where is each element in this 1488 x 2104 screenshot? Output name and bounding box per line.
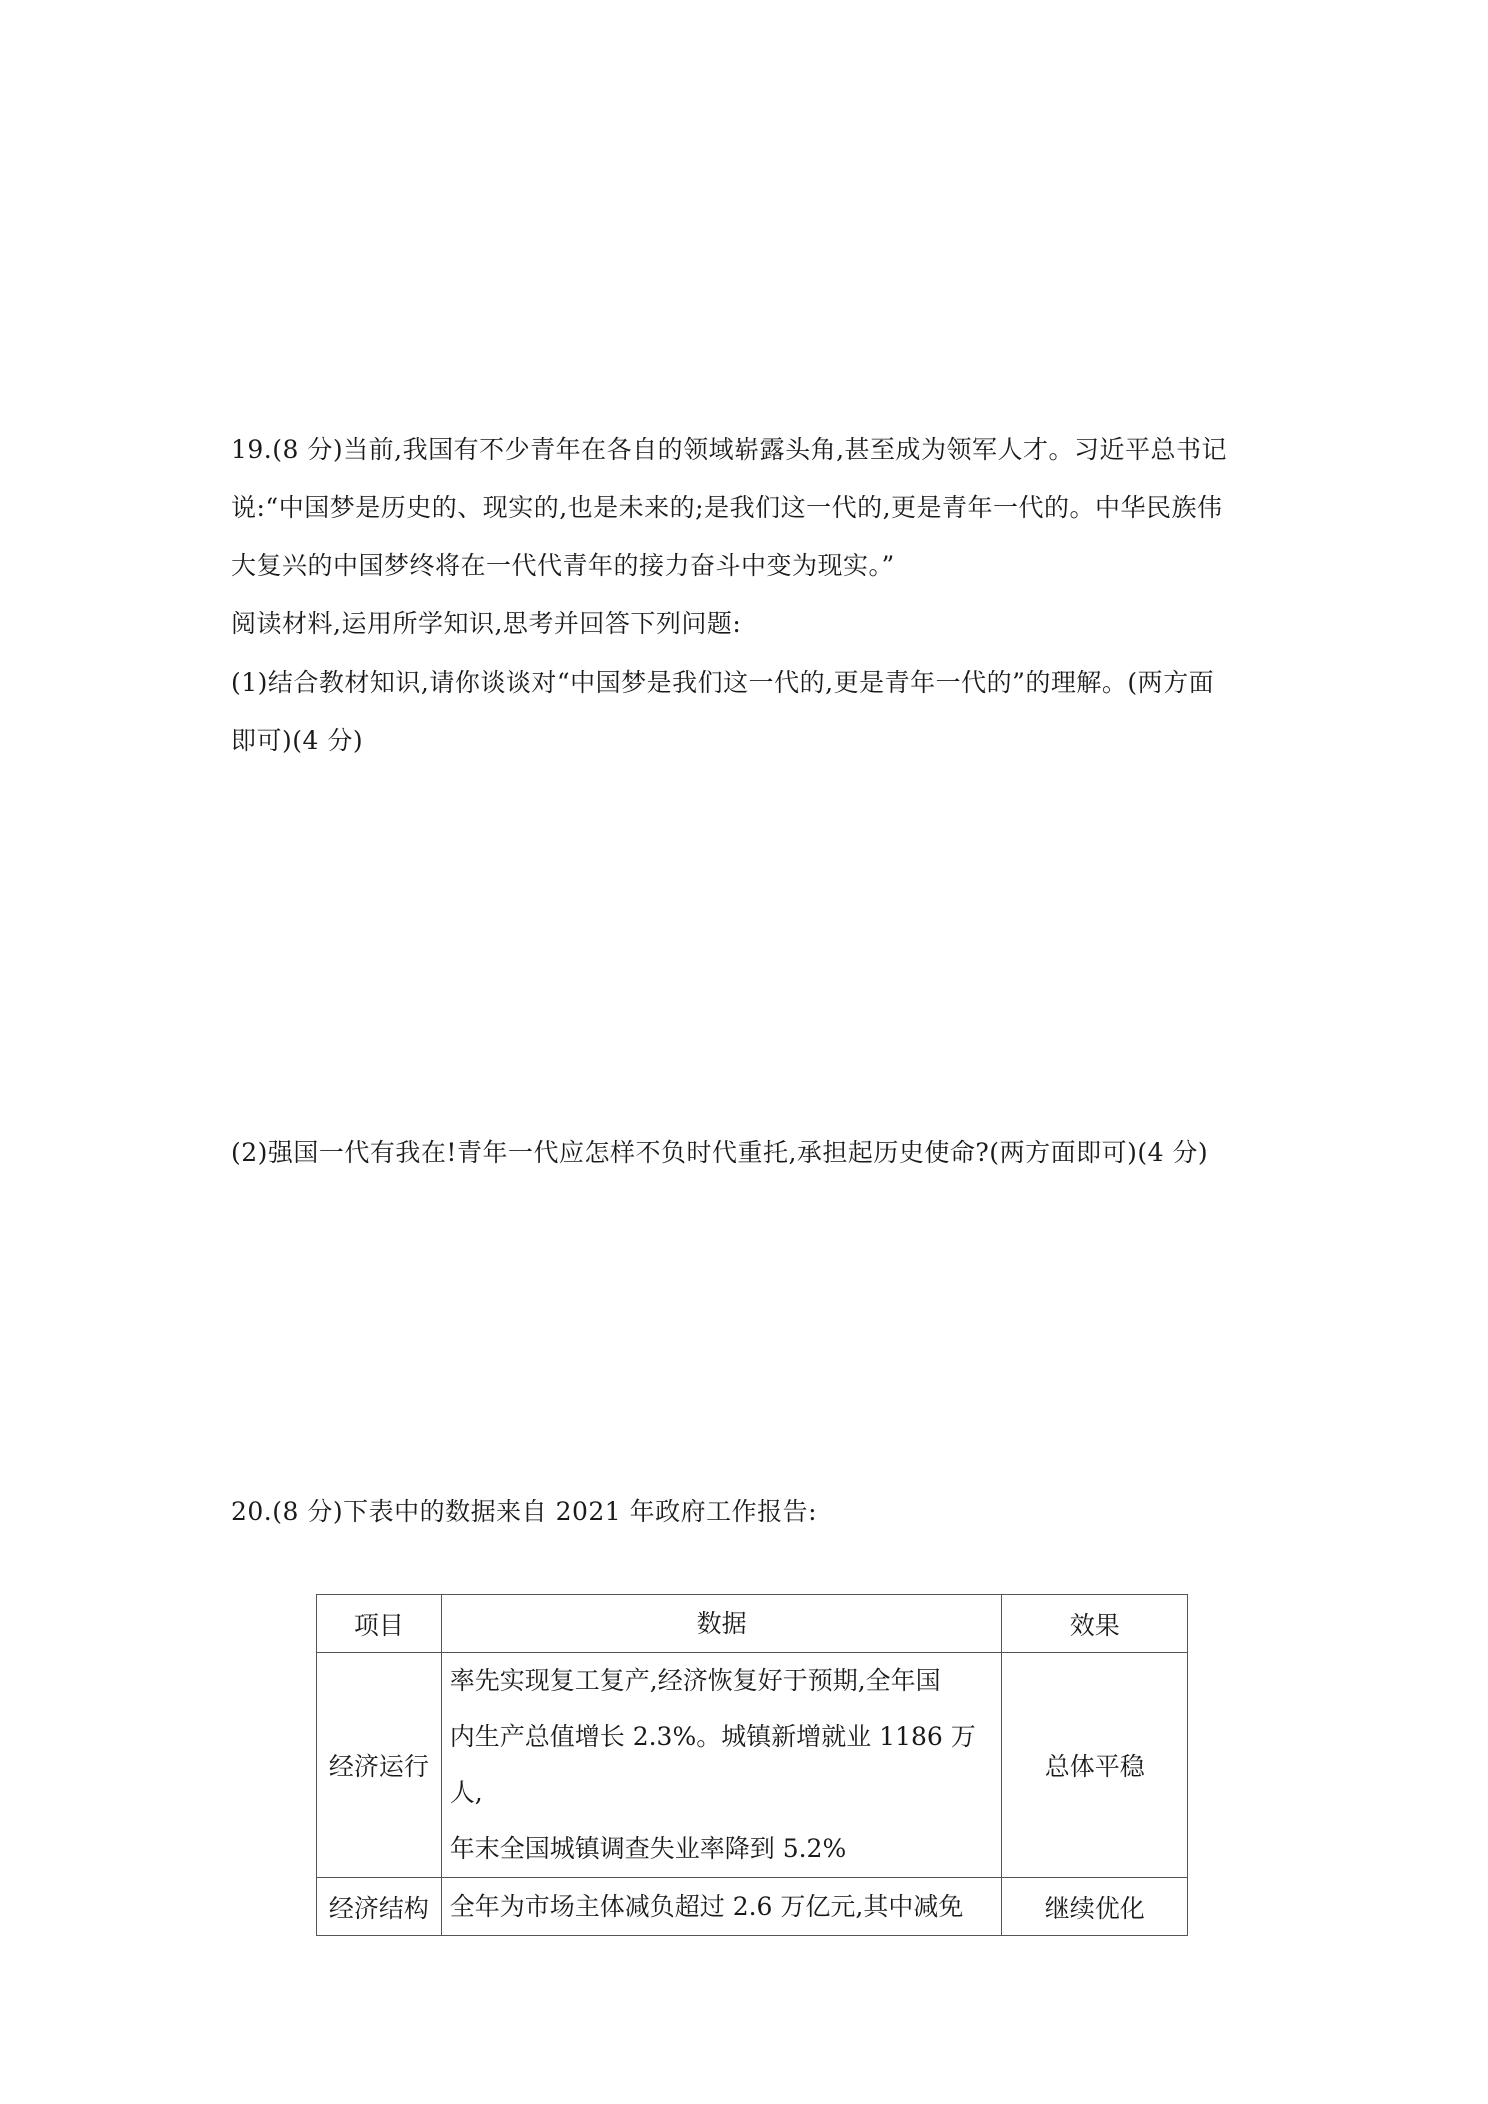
q19-line-1: 19.(8 分)当前,我国有不少青年在各自的领域崭露头角,甚至成为领军人才。习近平总书记 <box>231 435 1228 464</box>
header-data: 数据 <box>441 1595 1002 1653</box>
row-data-line: 率先实现复工复产,经济恢复好于预期,全年国 <box>449 1666 941 1695</box>
table-row <box>317 1653 1188 1878</box>
row-item: 经济结构 <box>317 1878 442 1936</box>
q19-line-4: 阅读材料,运用所学知识,思考并回答下列问题: <box>231 609 742 638</box>
q19-subquestion-1-cont: 即可)(4 分) <box>231 726 364 755</box>
table-row <box>317 1878 1188 1936</box>
q19-line-2: 说:“中国梦是历史的、现实的,也是未来的;是我们这一代的,更是青年一代的。中华民族伟 <box>231 493 1223 522</box>
row-item: 经济运行 <box>317 1653 442 1878</box>
row-effect: 总体平稳 <box>1002 1653 1188 1878</box>
table-header-row <box>317 1595 1188 1653</box>
row-data <box>441 1653 1002 1878</box>
header-item: 项目 <box>317 1595 442 1653</box>
data-table <box>316 1594 1188 1936</box>
row-effect: 继续优化 <box>1002 1878 1188 1936</box>
q19-line-3: 大复兴的中国梦终将在一代代青年的接力奋斗中变为现实。” <box>231 551 895 580</box>
row-data-line: 年末全国城镇调查失业率降到 5.2% <box>449 1834 847 1863</box>
row-data-line: 内生产总值增长 2.3%。城镇新增就业 1186 万人, <box>449 1722 976 1807</box>
row-data-line: 全年为市场主体减负超过 2.6 万亿元,其中减免 <box>449 1891 964 1921</box>
header-effect: 效果 <box>1002 1595 1188 1653</box>
row-data <box>441 1878 1002 1936</box>
q20-stem: 20.(8 分)下表中的数据来自 2021 年政府工作报告: <box>231 1497 818 1526</box>
q19-subquestion-1: (1)结合教材知识,请你谈谈对“中国梦是我们这一代的,更是青年一代的”的理解。(两方面 <box>231 668 1215 697</box>
q19-subquestion-2: (2)强国一代有我在!青年一代应怎样不负时代重托,承担起历史使命?(两方面即可)(4 分) <box>231 1138 1209 1167</box>
